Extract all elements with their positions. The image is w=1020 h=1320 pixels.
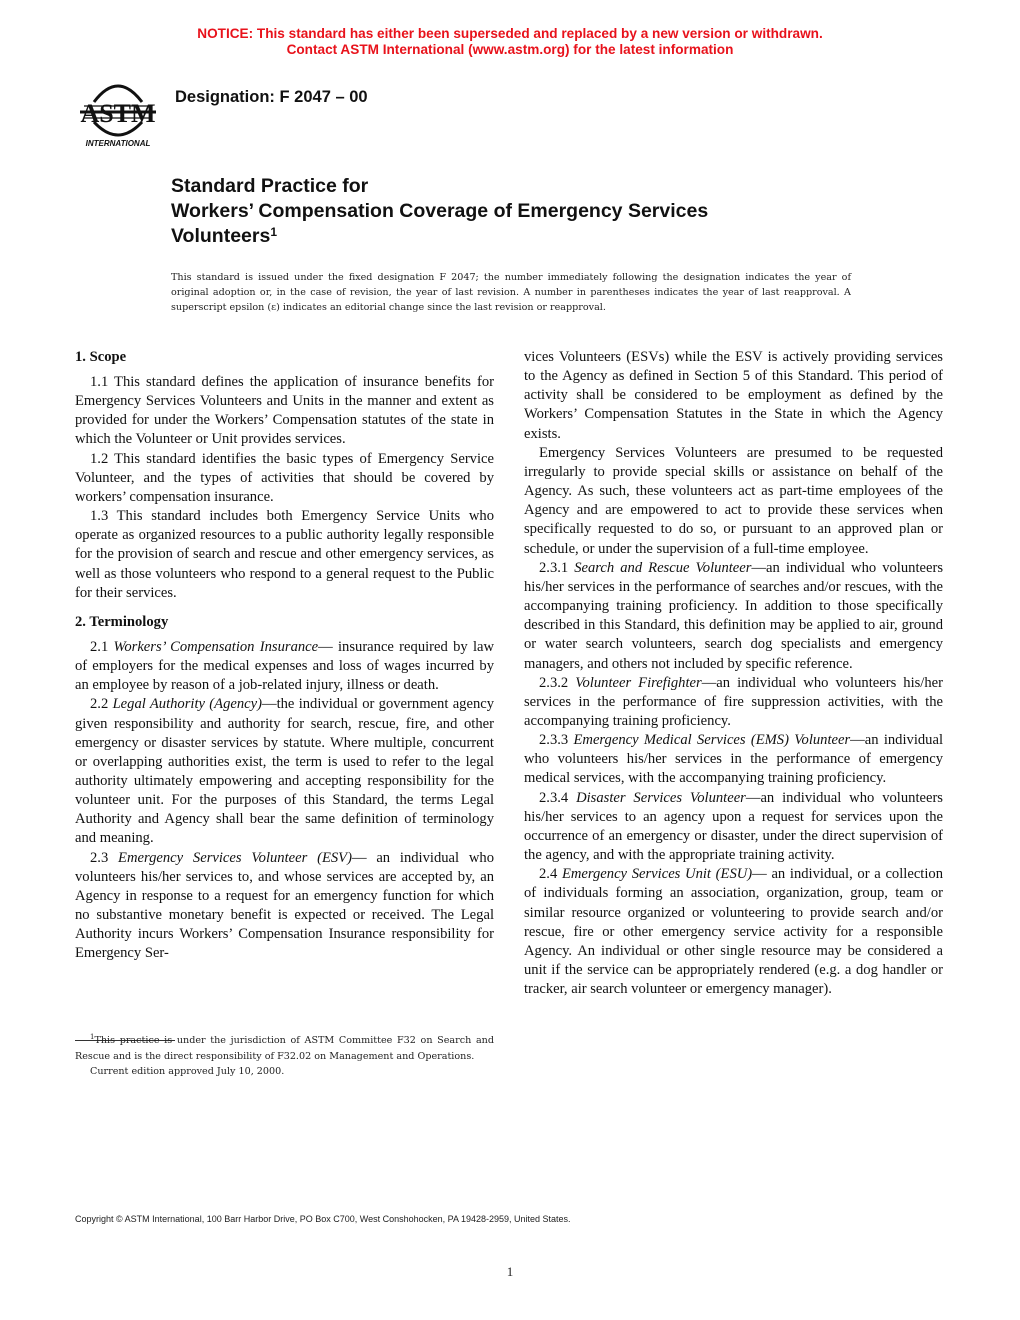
left-column bbox=[75, 348, 494, 964]
footnote-1 bbox=[75, 1030, 494, 1064]
section-2-3-1 bbox=[524, 559, 943, 674]
section-1-3: 1.3 This standard includes both Emergency Service Units who operate as organized resources to a public authority legally responsible for the provision of search and rescue and other emergency services, as well as those volunteers who respond to a general request to the Public for their services. bbox=[75, 508, 494, 601]
copyright-line: Copyright © ASTM International, 100 Barr Harbor Drive, PO Box C700, West Conshohocken, PA 19428-2959, United States. bbox=[75, 1214, 571, 1224]
section-2-4-number: 2.4 bbox=[539, 866, 562, 883]
page-number: 1 bbox=[506, 1264, 514, 1279]
terminology-heading: 2. Terminology bbox=[75, 613, 169, 630]
section-2-3-2 bbox=[524, 674, 943, 731]
section-1-2: 1.2 This standard identifies the basic types of Emergency Service Volunteer, and the types of activities that should be covered by workers’ compensation insurance. bbox=[75, 450, 494, 505]
title-footnote-mark: 1 bbox=[270, 225, 278, 239]
section-2-2-term: Legal Authority (Agency) bbox=[112, 696, 262, 713]
section-2-3-3-text: —an individual who volunteers his/her services in the performance of emergency medical services, with the accompanying training proficiency. bbox=[524, 732, 944, 787]
section-2-3-1-text: —an individual who volunteers his/her services in the performance of searches and/or rescues, with the accompanying training proficiency. In addition to those specifically described in this Standard, this definition may be applied to air, ground or water search volunteers, search dog specialists and emergency managers, and others not included by specific reference. bbox=[524, 559, 943, 672]
section-2-3-3-number: 2.3.3 bbox=[539, 732, 574, 749]
section-2-3-text-part1: — an individual who volunteers his/her services to, and whose services are accepted by, an Agency in response to a request for an emergency function for which no substantive monetary benefit is expected or received. The Legal Authority incurs Workers’ Compensation Insurance responsibility for Emergency Ser- bbox=[75, 849, 495, 962]
scope-heading: 1. Scope bbox=[75, 349, 127, 365]
section-2-3-3 bbox=[524, 731, 943, 788]
title-line-1: Standard Practice for bbox=[171, 175, 369, 197]
section-2-4 bbox=[524, 865, 943, 999]
section-2-1-term: Workers’ Compensation Insurance bbox=[113, 638, 319, 655]
section-2-2 bbox=[75, 695, 494, 848]
footnotes bbox=[75, 1029, 494, 1080]
document-title bbox=[171, 174, 891, 249]
section-2-3-4-text: —an individual who volunteers his/her services to an agency upon a request for services upon the occurrence of an emergency or disaster, under the direct supervision of the agency, and with the appropriate training activity. bbox=[524, 789, 943, 864]
section-2-3-2-number: 2.3.2 bbox=[539, 674, 576, 691]
section-2-2-text: —the individual or government agency given responsibility and authority for search, rescue, fire, and other emergency or disaster services by statute. Where multiple, concurrent or overlapping authorities exist, the term is used to refer to the legal authority ultimately empowering and accepting responsibility for the volunteer unit. For the purposes of this Standard, the terms Legal Authority and Agency shall bear the same definition of terminology and meaning. bbox=[75, 696, 495, 847]
section-2-1 bbox=[75, 638, 494, 695]
section-2-3-term: Emergency Services Volunteer (ESV) bbox=[118, 849, 352, 866]
right-column bbox=[524, 348, 943, 999]
preface-note: This standard is issued under the fixed designation F 2047; the number immediately following the designation indicates the year of original adoption or, in the case of revision, the year of last revision. A number in parentheses indicates the year of last reapproval. A superscript epsilon (ε) indicates an editorial change since the last revision or reapproval. bbox=[171, 272, 851, 313]
section-2-4-text: — an individual, or a collection of individuals forming an association, organization, group, team or similar resource organized or volunteering to provide search and/or rescue, fire or other emergency service activity for a responsible Agency. An individual or other single resource may be considered a unit if the service can be appropriately rendered (e.g. a dog handler or tracker, air search volunteer or emergency manager). bbox=[524, 866, 943, 998]
logo-subtitle: INTERNATIONAL bbox=[85, 139, 151, 148]
footnote-1-mark: 1 bbox=[90, 1033, 95, 1041]
section-2-3-1-term: Search and Rescue Volunteer bbox=[574, 559, 752, 576]
section-2-3-1-number: 2.3.1 bbox=[539, 559, 575, 576]
section-2-1-number: 2.1 bbox=[90, 638, 114, 655]
section-2-2-number: 2.2 bbox=[90, 696, 113, 713]
section-2-3-continued: vices Volunteers (ESVs) while the ESV is actively providing services to the Agency as defined in Section 5 of this Standard. This period of activity shall be considered to be employment as defined by the Workers’ Compensation Statutes in the State in which the Agency exists. bbox=[524, 349, 943, 442]
section-2-3-3-term: Emergency Medical Services (EMS) Volunteer bbox=[573, 732, 851, 749]
notice-banner bbox=[0, 26, 1020, 58]
section-2-3-paragraph-2: Emergency Services Volunteers are presumed to be requested irregularly to provide special skills or assistance on behalf of the Agency. As such, these volunteers act as part-time employees of the Agency and are empowered to act to provide these services when specifically requested to do so, or pursuant to an approved plan or schedule, or under the supervision of a full-time employee. bbox=[524, 444, 943, 557]
designation: Designation: F 2047 – 00 bbox=[175, 88, 368, 106]
notice-line-1: NOTICE: This standard has either been superseded and replaced by a new version or withdrawn. bbox=[197, 26, 823, 41]
section-2-3-4-number: 2.3.4 bbox=[539, 789, 577, 806]
section-2-3-2-text: —an individual who volunteers his/her services in the performance of fire suppression activities, with the accompanying training proficiency. bbox=[524, 674, 943, 729]
title-line-2: Workers’ Compensation Coverage of Emergency Services bbox=[171, 200, 709, 222]
astm-logo bbox=[76, 76, 160, 150]
astm-logo-icon bbox=[76, 76, 160, 150]
section-2-3-number: 2.3 bbox=[90, 849, 119, 866]
section-2-3 bbox=[75, 849, 494, 964]
section-2-4-term: Emergency Services Unit (ESU) bbox=[561, 866, 753, 883]
logo-wordmark: ASTM bbox=[80, 99, 156, 128]
section-2-3-2-term: Volunteer Firefighter bbox=[575, 674, 702, 691]
section-2-3-4-term: Disaster Services Volunteer bbox=[576, 789, 746, 806]
section-2-3-4 bbox=[524, 789, 943, 866]
notice-line-2: Contact ASTM International (www.astm.org) for the latest information bbox=[286, 42, 734, 57]
title-line-3 bbox=[171, 224, 891, 249]
footnote-edition: Current edition approved July 10, 2000. bbox=[90, 1066, 285, 1078]
section-1-1: 1.1 This standard defines the application of insurance benefits for Emergency Services Volunteers and Units in the manner and extent as provided for under the Workers’ Compensation statutes of the state in which the Volunteer or Unit provides services. bbox=[75, 374, 494, 448]
section-2-1-text: — insurance required by law of employers for the medical expenses and loss of wages incurred by an employee by reason of a job-related injury, illness or death. bbox=[75, 638, 495, 694]
footnote-1-text: This practice is under the jurisdiction of ASTM Committee F32 on Search and Rescue and is the direct responsibility of F32.02 on Management and Operations. bbox=[75, 1035, 494, 1062]
title-line-3-text: Volunteers bbox=[171, 225, 271, 247]
